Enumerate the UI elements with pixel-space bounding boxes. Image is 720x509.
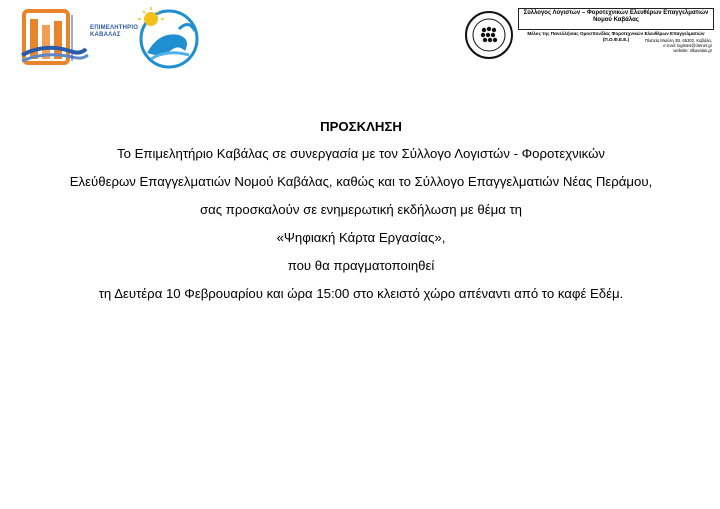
- association-email: e-mail: logistes@otenet.gr: [663, 43, 712, 49]
- invitation-line-2: Ελεύθερων Επαγγελματιών Νομού Καβάλας, καθώς και το Σύλλογο Επαγγελματιών Νέας Περάμου,: [69, 174, 653, 189]
- invitation-line-1: Το Επιμελητήριο Καβάλας σε συνεργασία με τον Σύλλογο Λογιστών - Φοροτεχνικών: [117, 146, 605, 161]
- association-contact: [552, 38, 712, 54]
- chamber-logo-text: [90, 25, 138, 39]
- invitation-line-4: «Ψηφιακή Κάρτα Εργασίας»,: [276, 230, 446, 245]
- association-header: [464, 8, 716, 66]
- invitation-body: [60, 118, 662, 302]
- association-title-line-2: Νομού Καβάλας: [593, 17, 639, 23]
- sun-wave-icon: [135, 5, 203, 69]
- chamber-logo: [20, 5, 138, 67]
- chamber-logo-line-2: ΚΑΒΑΛΑΣ: [90, 32, 121, 38]
- association-seal-icon: [464, 10, 514, 60]
- invitation-line-6: τη Δευτέρα 10 Φεβρουαρίου και ώρα 15:00 στο κλειστό χώρο απέναντι από το καφέ Εδέμ.: [98, 286, 624, 301]
- invitation-line-5: που θα πραγματοποιηθεί: [287, 258, 435, 273]
- association-subtitle: Μέλος της Πανελλήνιας Ομοσπονδίας Φοροτεχνικών Ελευθέρων Επαγγελματιών (Π.Ο.Φ.Ε.Ε.): [527, 31, 705, 42]
- chamber-logo-line-1: ΕΠΙΜΕΛΗΤΗΡΙΟ: [90, 25, 139, 31]
- association-title: [518, 8, 714, 30]
- association-website: website: slkavalas.gr: [673, 48, 712, 54]
- wave-logo: [135, 5, 203, 69]
- association-title-line-1: Σύλλογος Λογιστών – Φοροτεχνικών Ελευθέρων Επαγγελματιών: [523, 10, 709, 16]
- invitation-title: ΠΡΟΣΚΛΗΣΗ: [320, 119, 402, 134]
- association-address: Πλατεία Μιαύλη 2Β, 65302, Καβάλα,: [644, 38, 712, 43]
- invitation-line-3: σας προσκαλούν σε ενημερωτική εκδήλωση με θέμα τη: [199, 202, 523, 217]
